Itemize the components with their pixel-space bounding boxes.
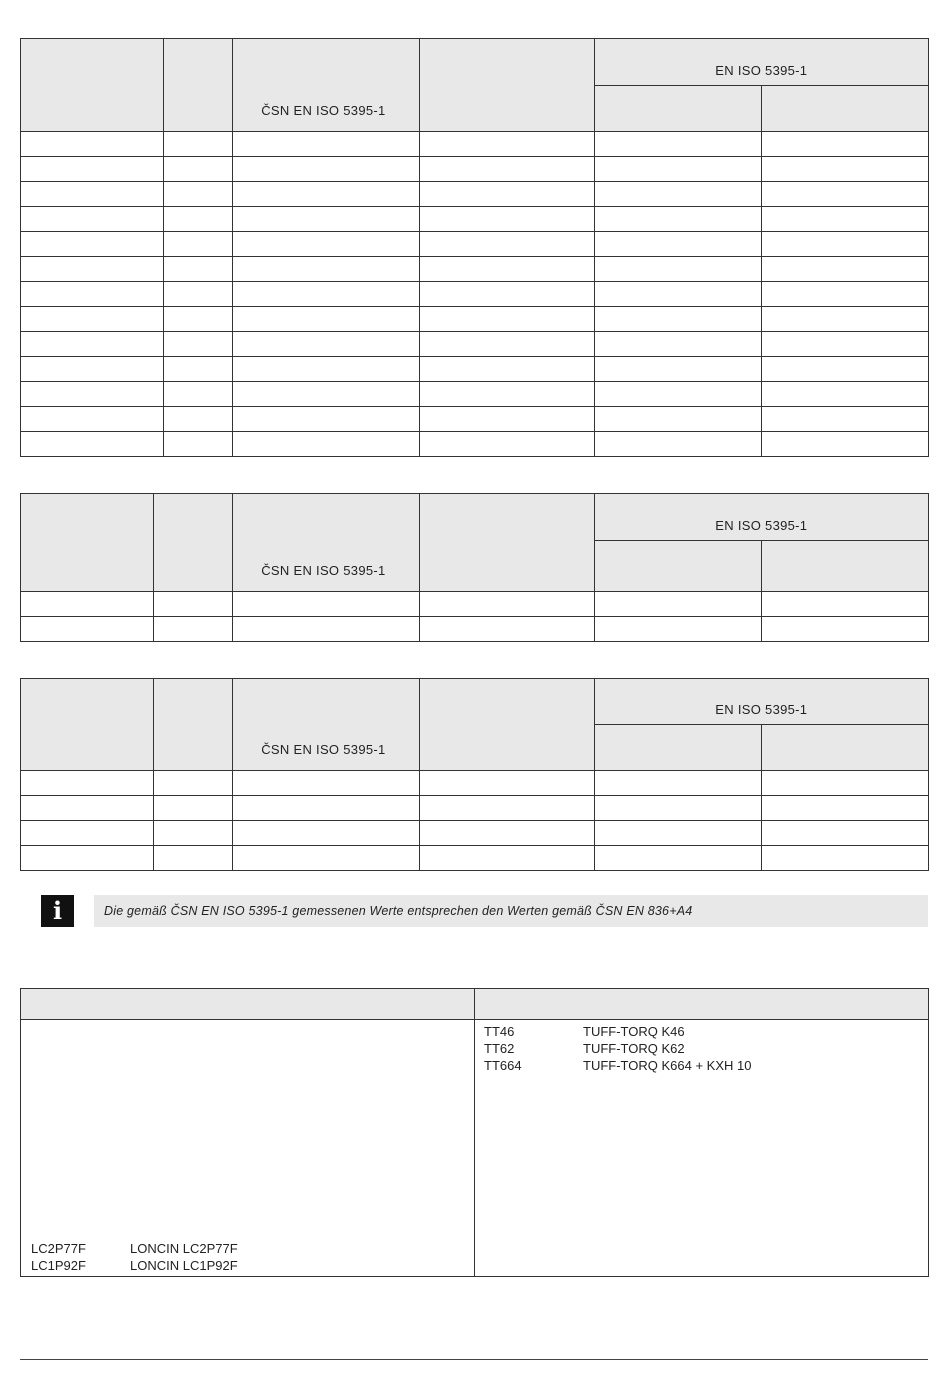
table-cell — [21, 182, 164, 207]
transmission-name: TUFF-TORQ K664 + KXH 10 — [583, 1058, 752, 1073]
header-cell — [164, 39, 233, 132]
table-row — [21, 432, 929, 457]
table-cell — [21, 821, 154, 846]
header-cell — [594, 541, 761, 592]
table-row — [21, 407, 929, 432]
table-cell — [233, 592, 420, 617]
table-cell — [21, 407, 164, 432]
table-cell — [761, 332, 928, 357]
table-cell — [233, 232, 420, 257]
info-icon: i — [41, 895, 74, 927]
table-cell — [21, 332, 164, 357]
table-body — [21, 771, 929, 871]
header-cell — [21, 679, 154, 771]
list-item — [484, 1040, 751, 1057]
engine-name: LONCIN LC1P92F — [130, 1258, 238, 1273]
table-cell — [233, 771, 420, 796]
table-cell — [594, 357, 761, 382]
table-row — [21, 382, 929, 407]
table-cell — [761, 357, 928, 382]
table-cell — [761, 207, 928, 232]
table-body — [21, 592, 929, 642]
table-cell — [761, 407, 928, 432]
table-cell — [761, 282, 928, 307]
table-cell — [420, 132, 594, 157]
table-cell — [233, 307, 420, 332]
header-cell — [594, 86, 761, 132]
table-cell — [233, 157, 420, 182]
table-cell — [761, 132, 928, 157]
spec-table-1 — [20, 38, 929, 457]
table-cell — [420, 432, 594, 457]
table-cell — [233, 182, 420, 207]
header-cell — [420, 494, 594, 592]
table-row — [21, 157, 929, 182]
table-cell — [21, 617, 154, 642]
table-cell — [21, 432, 164, 457]
table-cell — [420, 796, 594, 821]
en-standard-header: EN ISO 5395-1 — [594, 494, 928, 541]
table-cell — [154, 846, 233, 871]
table-cell — [21, 846, 154, 871]
table-cell — [164, 307, 233, 332]
transmission-name: TUFF-TORQ K46 — [583, 1024, 685, 1039]
table-cell — [233, 132, 420, 157]
spec-table-3 — [20, 678, 929, 871]
table-cell — [21, 771, 154, 796]
table-cell — [420, 232, 594, 257]
table-cell — [761, 771, 928, 796]
table-cell — [420, 282, 594, 307]
table-cell — [233, 382, 420, 407]
table-cell — [594, 407, 761, 432]
table-cell — [164, 357, 233, 382]
table-cell — [21, 592, 154, 617]
table-cell — [594, 382, 761, 407]
header-cell — [761, 541, 928, 592]
table-cell — [594, 157, 761, 182]
table-cell — [420, 257, 594, 282]
table-row — [21, 846, 929, 871]
header-cell — [154, 679, 233, 771]
table-row — [21, 307, 929, 332]
header-cell — [761, 86, 928, 132]
table-cell — [21, 207, 164, 232]
table-cell — [164, 382, 233, 407]
table-cell — [761, 592, 928, 617]
table-cell — [164, 257, 233, 282]
table-cell — [164, 407, 233, 432]
transmission-list — [484, 1023, 751, 1074]
header-cell — [21, 39, 164, 132]
table-cell — [21, 796, 154, 821]
table-row — [21, 282, 929, 307]
list-item — [484, 1057, 751, 1074]
table-cell — [594, 282, 761, 307]
components-table — [20, 988, 929, 1277]
table-cell — [154, 796, 233, 821]
table-cell — [21, 282, 164, 307]
header-cell — [761, 725, 928, 771]
column-divider — [474, 989, 475, 1276]
header-cell — [21, 494, 154, 592]
table-cell — [761, 307, 928, 332]
table-cell — [594, 232, 761, 257]
table-cell — [164, 282, 233, 307]
list-item — [31, 1257, 238, 1274]
table-cell — [164, 207, 233, 232]
table-cell — [21, 382, 164, 407]
table-cell — [420, 771, 594, 796]
table-cell — [420, 182, 594, 207]
table-cell — [420, 617, 594, 642]
table-cell — [594, 307, 761, 332]
table-cell — [233, 796, 420, 821]
csn-standard-header: ČSN EN ISO 5395-1 — [233, 39, 420, 132]
table-cell — [420, 357, 594, 382]
table-body — [21, 132, 929, 457]
table-cell — [594, 846, 761, 871]
header-cell — [154, 494, 233, 592]
table-cell — [761, 257, 928, 282]
table-cell — [233, 282, 420, 307]
header-cell — [420, 679, 594, 771]
table-cell — [420, 407, 594, 432]
table-cell — [154, 821, 233, 846]
footer-divider — [20, 1359, 928, 1360]
table-cell — [21, 157, 164, 182]
table-cell — [233, 432, 420, 457]
table-row — [21, 592, 929, 617]
engine-code: LC2P77F — [31, 1241, 86, 1256]
table-cell — [761, 617, 928, 642]
table-cell — [594, 432, 761, 457]
table-cell — [761, 821, 928, 846]
table-row — [21, 796, 929, 821]
table-cell — [761, 846, 928, 871]
spec-table-2 — [20, 493, 929, 642]
table-cell — [594, 592, 761, 617]
table-cell — [164, 232, 233, 257]
table-cell — [164, 132, 233, 157]
transmission-code: TT664 — [484, 1058, 522, 1073]
list-item — [484, 1023, 751, 1040]
table-cell — [164, 157, 233, 182]
table-cell — [761, 182, 928, 207]
header-cell — [420, 39, 594, 132]
table-cell — [154, 771, 233, 796]
table-cell — [420, 207, 594, 232]
table-cell — [164, 182, 233, 207]
table-cell — [233, 207, 420, 232]
en-standard-header: EN ISO 5395-1 — [594, 39, 928, 86]
table-cell — [594, 132, 761, 157]
table-row — [21, 771, 929, 796]
table-cell — [233, 407, 420, 432]
table-cell — [21, 232, 164, 257]
table-row — [21, 617, 929, 642]
table-cell — [594, 617, 761, 642]
table-row — [21, 132, 929, 157]
table-cell — [761, 432, 928, 457]
table-cell — [154, 617, 233, 642]
csn-standard-header: ČSN EN ISO 5395-1 — [233, 679, 420, 771]
table-cell — [761, 796, 928, 821]
table-row — [21, 182, 929, 207]
table-cell — [233, 821, 420, 846]
csn-standard-header: ČSN EN ISO 5395-1 — [233, 494, 420, 592]
table-cell — [21, 307, 164, 332]
table-cell — [164, 332, 233, 357]
table-cell — [233, 617, 420, 642]
table-cell — [420, 307, 594, 332]
header-cell — [594, 725, 761, 771]
table-row — [21, 207, 929, 232]
table-cell — [233, 357, 420, 382]
table-cell — [21, 357, 164, 382]
table-cell — [233, 332, 420, 357]
table-cell — [420, 821, 594, 846]
engine-code: LC1P92F — [31, 1258, 86, 1273]
transmission-code: TT46 — [484, 1024, 515, 1039]
table-cell — [594, 332, 761, 357]
table-cell — [761, 232, 928, 257]
table-cell — [154, 592, 233, 617]
table-row — [21, 357, 929, 382]
en-standard-header: EN ISO 5395-1 — [594, 679, 928, 725]
table-cell — [420, 592, 594, 617]
table-cell — [420, 846, 594, 871]
table-row — [21, 257, 929, 282]
table-row — [21, 332, 929, 357]
transmission-name: TUFF-TORQ K62 — [583, 1041, 685, 1056]
table-cell — [420, 157, 594, 182]
table-cell — [594, 821, 761, 846]
info-note: Die gemäß ČSN EN ISO 5395-1 gemessenen Werte entsprechen den Werten gemäß ČSN EN 836+A4 — [94, 895, 928, 927]
table-cell — [233, 257, 420, 282]
table-cell — [233, 846, 420, 871]
table-cell — [761, 382, 928, 407]
transmission-code: TT62 — [484, 1041, 515, 1056]
table-cell — [761, 157, 928, 182]
table-row — [21, 821, 929, 846]
table-cell — [420, 382, 594, 407]
engine-name: LONCIN LC2P77F — [130, 1241, 238, 1256]
table-cell — [594, 207, 761, 232]
table-cell — [594, 182, 761, 207]
table-cell — [21, 257, 164, 282]
table-cell — [164, 432, 233, 457]
table-row — [21, 232, 929, 257]
engine-list — [31, 1240, 238, 1274]
table-cell — [21, 132, 164, 157]
table-cell — [594, 257, 761, 282]
list-item — [31, 1240, 238, 1257]
table-cell — [594, 771, 761, 796]
table-cell — [594, 796, 761, 821]
table-cell — [420, 332, 594, 357]
